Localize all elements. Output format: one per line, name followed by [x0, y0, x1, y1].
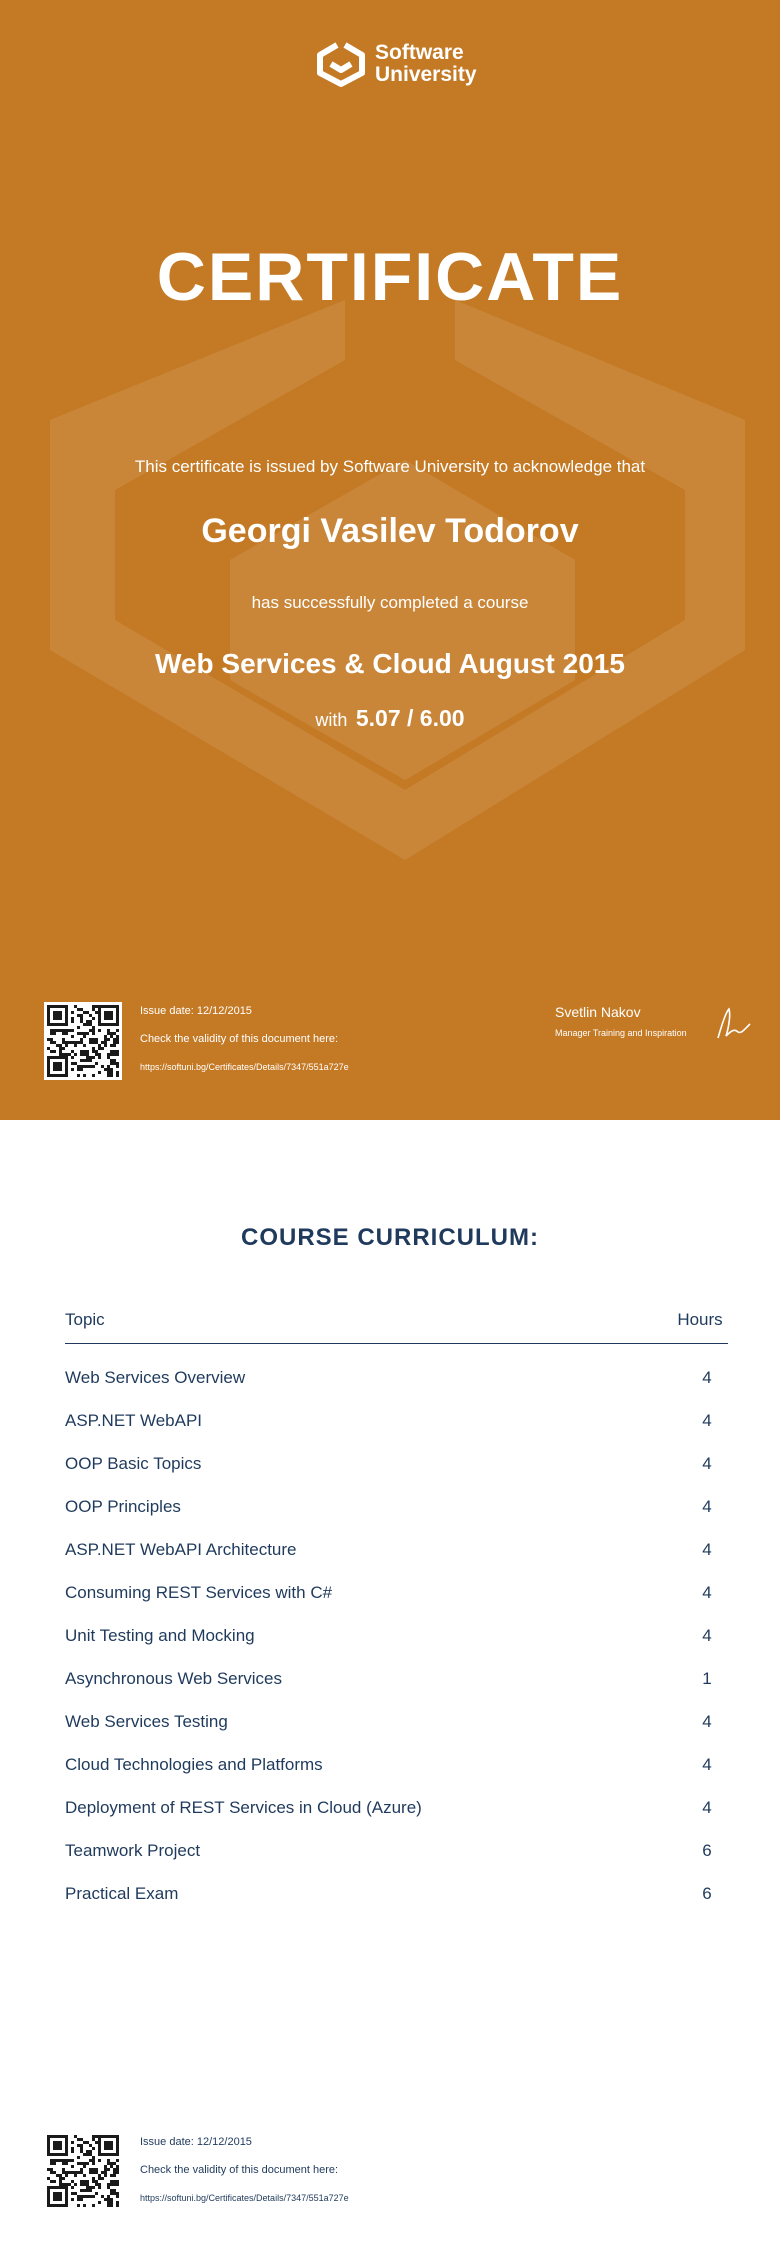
row-topic: OOP Principles	[65, 1496, 181, 1516]
qr-code-icon	[44, 2132, 122, 2210]
table-row	[65, 1485, 728, 1528]
signer-name: Svetlin Nakov	[555, 1004, 641, 1020]
row-topic: Web Services Testing	[65, 1711, 228, 1731]
row-hours: 4	[702, 1625, 712, 1645]
curriculum-rows	[65, 1356, 728, 1915]
validity-text: Check the validity of this document here:	[140, 1033, 339, 1045]
certificate-intro: This certificate is issued by Software University to acknowledge that	[134, 457, 646, 476]
row-hours: 4	[702, 1496, 712, 1516]
grade-value: 5.07 / 6.00	[355, 705, 465, 731]
row-topic: Teamwork Project	[65, 1840, 201, 1860]
logo-line-1: Software	[375, 41, 464, 64]
certificate-title: CERTIFICATE	[156, 239, 624, 315]
table-row	[65, 1442, 728, 1485]
grade-line	[0, 705, 780, 732]
row-topic: ASP.NET WebAPI	[65, 1410, 203, 1430]
validity-url[interactable]: https://softuni.bg/Certificates/Details/7347/551a727e	[140, 1062, 349, 1072]
validity-url-footer[interactable]: https://softuni.bg/Certificates/Details/7347/551a727e	[140, 2193, 349, 2203]
table-row	[65, 1872, 728, 1915]
table-row	[65, 1786, 728, 1829]
row-topic: Asynchronous Web Services	[65, 1668, 283, 1688]
row-hours: 4	[702, 1410, 712, 1430]
row-topic: Cloud Technologies and Platforms	[65, 1754, 323, 1774]
row-topic: Consuming REST Services with C#	[65, 1582, 333, 1602]
curriculum-header	[65, 1310, 728, 1344]
softuni-logo-icon	[315, 40, 367, 88]
logo-text	[375, 42, 477, 86]
certificate-panel	[0, 0, 780, 1120]
row-topic: Web Services Overview	[65, 1367, 246, 1387]
recipient-name: Georgi Vasilev Todorov	[201, 512, 579, 550]
qr-code-icon	[44, 1002, 122, 1080]
row-hours: 6	[702, 1883, 712, 1903]
watermark-logo-icon	[0, 0, 780, 1120]
signer-role: Manager Training and Inspiration	[555, 1028, 687, 1038]
row-hours: 4	[702, 1367, 712, 1387]
grade-prefix: with	[315, 710, 348, 730]
validity-text-footer: Check the validity of this document here:	[140, 2164, 339, 2176]
table-row	[65, 1399, 728, 1442]
row-topic: Deployment of REST Services in Cloud (Azure)	[65, 1797, 422, 1817]
row-hours: 4	[702, 1539, 712, 1559]
header-hours: Hours	[677, 1310, 723, 1329]
table-row	[65, 1829, 728, 1872]
signature-icon	[714, 1004, 754, 1042]
table-row	[65, 1614, 728, 1657]
softuni-logo	[315, 40, 477, 88]
row-hours: 4	[702, 1797, 712, 1817]
table-row	[65, 1700, 728, 1743]
table-row	[65, 1571, 728, 1614]
row-topic: Practical Exam	[65, 1883, 179, 1903]
issue-date: Issue date: 12/12/2015	[140, 1005, 252, 1017]
table-row	[65, 1356, 728, 1399]
curriculum-title: COURSE CURRICULUM:	[241, 1224, 539, 1251]
row-hours: 4	[702, 1453, 712, 1473]
row-topic: ASP.NET WebAPI Architecture	[65, 1539, 297, 1559]
row-hours: 6	[702, 1840, 712, 1860]
header-topic: Topic	[65, 1310, 105, 1329]
row-hours: 4	[702, 1711, 712, 1731]
row-topic: Unit Testing and Mocking	[65, 1625, 255, 1645]
logo-line-2: University	[375, 63, 477, 86]
completion-text: has successfully completed a course	[251, 593, 529, 612]
issue-date-footer: Issue date: 12/12/2015	[140, 2136, 252, 2148]
row-hours: 1	[702, 1668, 712, 1688]
row-topic: OOP Basic Topics	[65, 1453, 202, 1473]
course-name: Web Services & Cloud August 2015	[155, 648, 625, 679]
row-hours: 4	[702, 1754, 712, 1774]
table-row	[65, 1657, 728, 1700]
curriculum-table	[65, 1310, 728, 1915]
table-row	[65, 1743, 728, 1786]
table-row	[65, 1528, 728, 1571]
row-hours: 4	[702, 1582, 712, 1602]
